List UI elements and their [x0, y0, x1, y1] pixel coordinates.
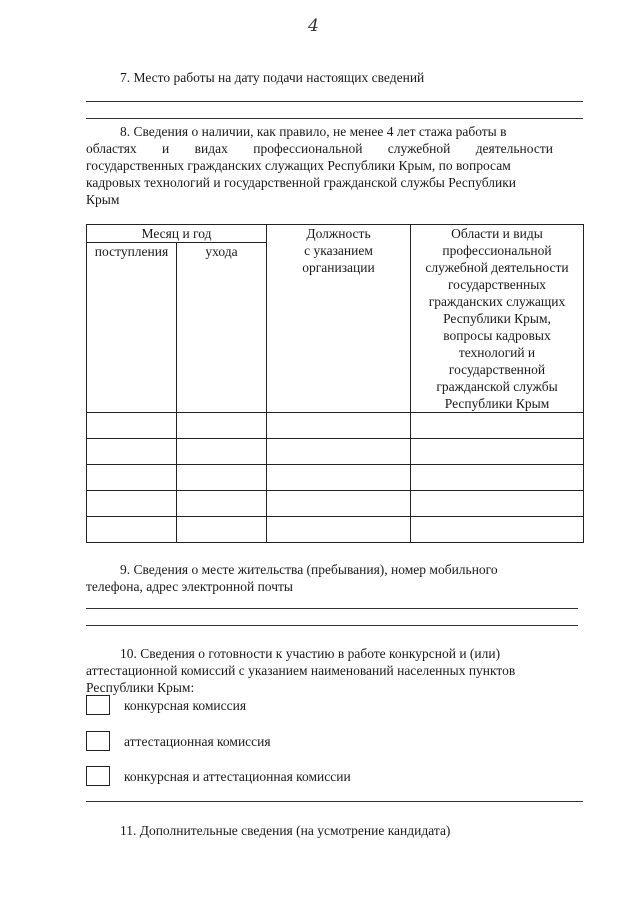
section-7-fill-line-2[interactable]	[86, 118, 583, 119]
header-areas-line: государственных	[447, 277, 547, 292]
option-attestation-label: аттестационная комиссия	[124, 734, 271, 749]
header-position-line-2: с указанием	[304, 243, 373, 258]
option-competition-checkbox[interactable]	[86, 695, 110, 715]
table-cell-exit[interactable]	[177, 465, 267, 491]
table-cell-areas[interactable]	[411, 465, 584, 491]
option-competition-label: конкурсная комиссия	[124, 698, 247, 713]
table-cell-entry[interactable]	[87, 491, 177, 517]
header-areas-line: профессиональной	[442, 243, 552, 258]
header-position-line-3: организации	[302, 260, 375, 275]
work-experience-table	[86, 224, 584, 543]
section-10-line-3: Республики Крым:	[86, 680, 195, 695]
section-9-fill-line-1[interactable]	[86, 608, 578, 609]
section-8-line-2: областях и видах профессиональной служебной деятельности	[86, 141, 553, 156]
header-exit: ухода	[177, 243, 267, 413]
table-cell-areas[interactable]	[411, 439, 584, 465]
header-areas-line: служебной деятельности	[425, 260, 569, 275]
header-areas-line: вопросы кадровых	[443, 328, 551, 343]
header-areas-line: гражданских служащих	[428, 294, 566, 309]
header-areas-line: Области и виды	[451, 226, 543, 241]
table-cell-entry[interactable]	[87, 413, 177, 439]
header-month-year: Месяц и год	[87, 225, 267, 243]
table-cell-entry[interactable]	[87, 517, 177, 543]
table-row	[87, 439, 584, 465]
table-cell-exit[interactable]	[177, 517, 267, 543]
table-cell-exit[interactable]	[177, 491, 267, 517]
section-8-line-1: 8. Сведения о наличии, как правило, не менее 4 лет стажа работы в	[120, 124, 507, 139]
table-cell-position[interactable]	[267, 491, 411, 517]
table-cell-position[interactable]	[267, 517, 411, 543]
page-number: 4	[308, 16, 319, 36]
header-position-line-1: Должность	[306, 226, 371, 241]
section-8-line-4: кадровых технологий и государственной гражданской службы Республики	[86, 175, 516, 190]
table-row	[87, 413, 584, 439]
table-cell-areas[interactable]	[411, 517, 584, 543]
table-cell-position[interactable]	[267, 439, 411, 465]
table-row	[87, 491, 584, 517]
header-areas-line: технологий и	[458, 345, 536, 360]
section-10-fill-line[interactable]	[86, 801, 583, 802]
table-cell-exit[interactable]	[177, 439, 267, 465]
header-areas	[411, 225, 584, 413]
section-8-line-5: Крым	[86, 192, 120, 207]
table-cell-entry[interactable]	[87, 439, 177, 465]
header-areas-line: государственной	[448, 362, 546, 377]
section-9-line-2: телефона, адрес электронной почты	[86, 579, 293, 594]
section-11-label: 11. Дополнительные сведения (на усмотрение кандидата)	[120, 823, 451, 838]
table-cell-areas[interactable]	[411, 491, 584, 517]
section-7-fill-line-1[interactable]	[86, 101, 583, 102]
table-row	[87, 517, 584, 543]
section-10-line-2: аттестационной комиссий с указанием наименований населенных пунктов	[86, 663, 516, 678]
header-position	[267, 225, 411, 413]
section-9-line-1: 9. Сведения о месте жительства (пребывания), номер мобильного	[120, 562, 498, 577]
table-cell-exit[interactable]	[177, 413, 267, 439]
section-10-line-1: 10. Сведения о готовности к участию в работе конкурсной и (или)	[120, 646, 501, 661]
section-9-fill-line-2[interactable]	[86, 625, 578, 626]
table-cell-position[interactable]	[267, 413, 411, 439]
section-9-text	[86, 561, 583, 595]
section-7-label: 7. Место работы на дату подачи настоящих сведений	[120, 70, 425, 85]
option-both-checkbox[interactable]	[86, 766, 110, 786]
section-10-text	[86, 645, 583, 696]
header-entry: поступления	[87, 243, 177, 413]
table-cell-position[interactable]	[267, 465, 411, 491]
section-8-text	[86, 123, 583, 208]
section-8-line-3: государственных гражданских служащих Республики Крым, по вопросам	[86, 158, 511, 173]
header-areas-line: Республики Крым,	[443, 311, 551, 326]
table-cell-areas[interactable]	[411, 413, 584, 439]
table-row	[87, 465, 584, 491]
table-cell-entry[interactable]	[87, 465, 177, 491]
option-both-label: конкурсная и аттестационная комиссии	[124, 769, 351, 784]
header-areas-line: гражданской службы	[436, 379, 558, 394]
option-attestation-checkbox[interactable]	[86, 731, 110, 751]
header-areas-line: Республики Крым	[444, 396, 550, 411]
